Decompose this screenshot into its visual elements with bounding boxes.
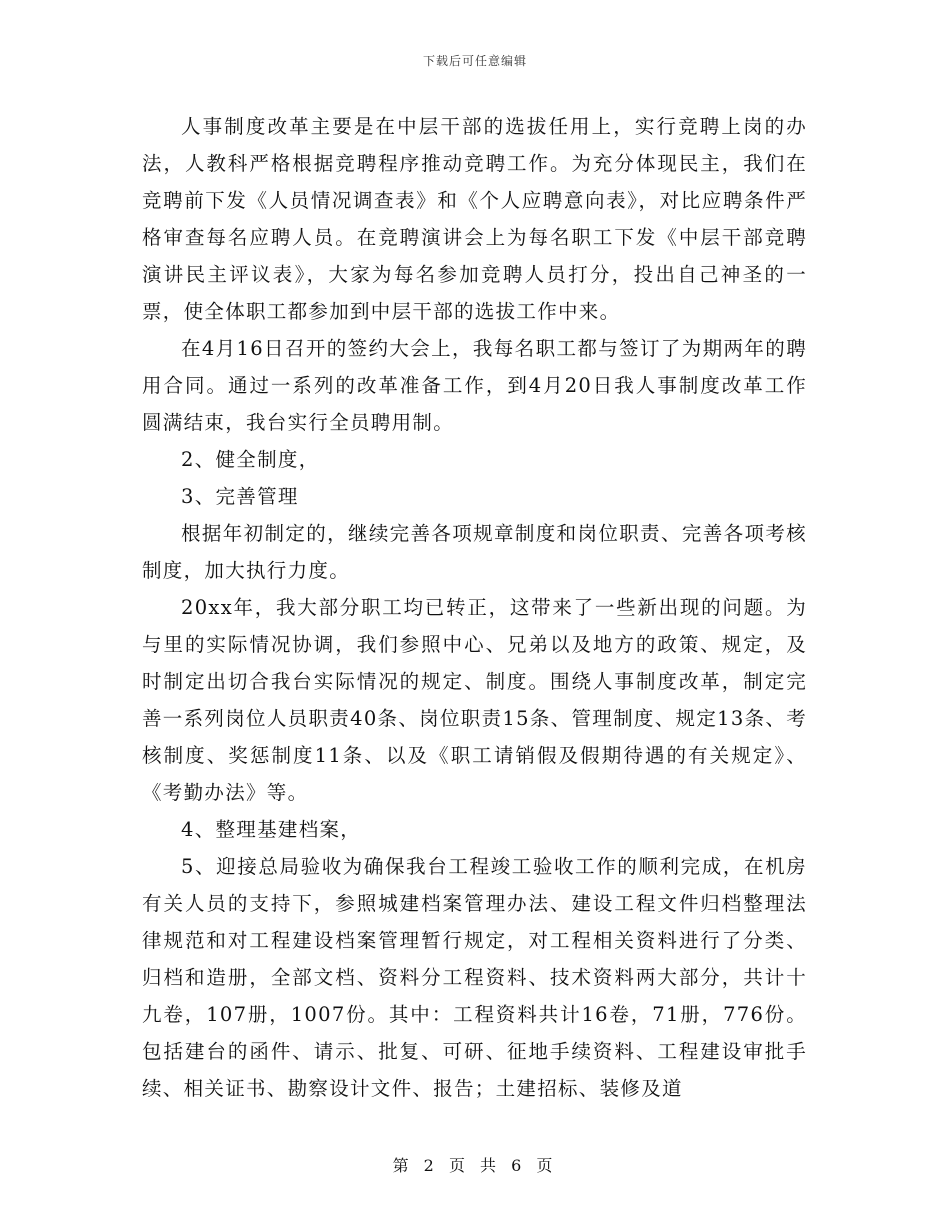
heading-construction-archives: 4、整理基建档案， [181,818,362,841]
heading-improve-management: 3、完善管理 [181,485,299,508]
paragraph-signing-meeting: 在4月16日召开的签约大会上，我每名职工都与签订了为期两年的聘用合同。通过一系列的改革准备工作，到4月20日我人事制度改革工作圆满结束，我台实行全员聘用制。 [142,337,807,434]
paragraph-acceptance-inspection: 5、迎接总局验收为确保我台工程竣工验收工作的顺利完成，在机房有关人员的支持下，参照城建档案管理办法、建设工程文件归档整理法律规范和对工程建设档案管理暂行规定，对工程相关资料进行了分类、归档和造册，全部文档、资料分工程资料、技术资料两大部分，共计十九卷，107册，1007份。其中：工程资料共计16卷，71册，776份。包括建台的函件、请示、批复、可研、征地手续资料、工程建设审批手续、相关证书、勘察设计文件、报告；土建招标、装修及道 [142,855,807,1100]
page-number: 第 2 页 共 6 页 [392,1156,558,1175]
paragraph-rules-regulations: 根据年初制定的，继续完善各项规章制度和岗位职责、完善各项考核制度，加大执行力度。 [142,522,807,582]
document-body [142,108,807,1107]
paragraph-personnel-reform: 人事制度改革主要是在中层干部的选拔任用上，实行竞聘上岗的办法，人教科严格根据竞聘程序推动竞聘工作。为充分体现民主，我们在竞聘前下发《人员情况调查表》和《个人应聘意向表》，对比应聘条件严格审查每名应聘人员。在竞聘演讲会上为每名职工下发《中层干部竞聘演讲民主评议表》，大家为每名参加竞聘人员打分，投出自己神圣的一票，使全体职工都参加到中层干部的选拔工作中来。 [142,115,807,323]
page-header: 下载后可任意编辑 [422,54,527,68]
paragraph-staff-regularization: 20xx年，我大部分职工均已转正，这带来了一些新出现的问题。为与里的实际情况协调，我们参照中心、兄弟以及地方的政策、规定，及时制定出切合我台实际情况的规定、制度。围绕人事制度改革，制定完善一系列岗位人员职责40条、岗位职责15条、管理制度、规定13条、考核制度、奖惩制度11条、以及《职工请销假及假期待遇的有关规定》、《考勤办法》等。 [142,596,807,804]
heading-improve-system: 2、健全制度， [181,448,320,471]
